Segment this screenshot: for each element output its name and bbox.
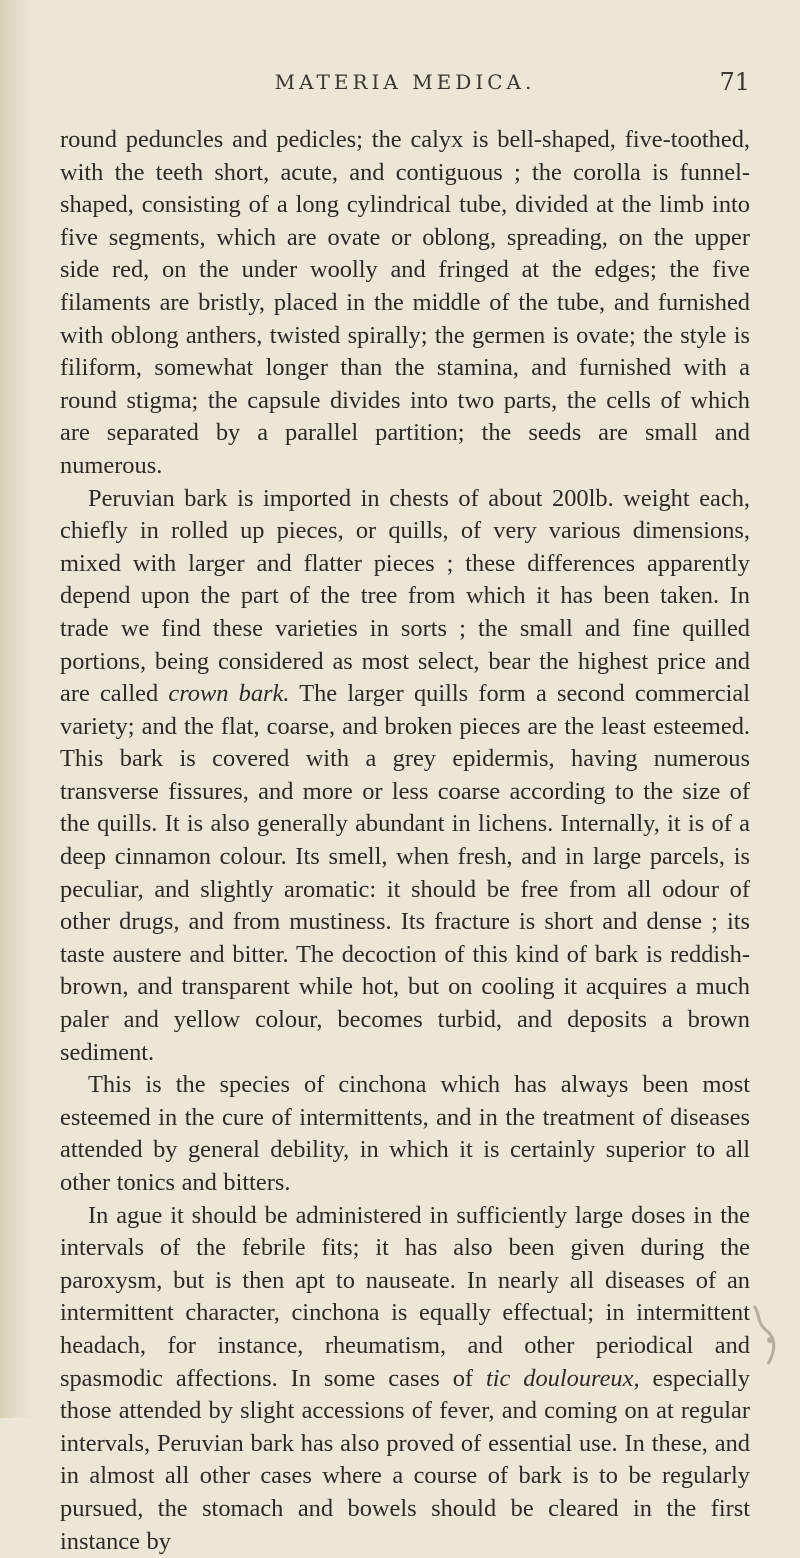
ink-smudge-decoration [746, 1300, 786, 1370]
paragraph-ague-treatment [60, 1200, 750, 1558]
paragraph-text: round peduncles and pedicles; the calyx is bell-shaped, five-toothed, with the teeth short, acute, and contiguous ; the corolla is funnel-shaped, consisting of a long cylindrical tube, divided at the limb into five segments, which are ovate or oblong, spreading, on the upper side red, on the under woolly and fringed at the edges; the five filaments are bristly, placed in the middle of the tube, and furnished with oblong anthers, twisted spirally; the germen is ovate; the style is filiform, somewhat longer than the stamina, and furnished with a round stigma; the capsule divides into two parts, the cells of which are separated by a parallel partition; the seeds are small and numerous. [60, 126, 750, 479]
paragraph-corolla-description [60, 124, 750, 483]
paragraph-text: This is the species of cinchona which has always been most esteemed in the cure of intermittents, and in the treatment of diseases attended by general debility, in which it is certainly superior to all other tonics and bitters. [60, 1071, 750, 1196]
italic-term-tic-douloureux: tic douloureux, [485, 1364, 640, 1392]
paragraph-text: The larger quills form a second commercial variety; and the flat, coarse, and broken pieces are the least esteemed. This bark is covered with a grey epidermis, having numerous transverse fissures, and more or less coarse according to the size of the quills. It is also generally abundant in lichens. Internally, it is of a deep cinnamon colour. Its smell, when fresh, and in large parcels, is peculiar, and slightly aromatic: it should be free from all odour of other drugs, and from mustiness. Its fracture is short and dense ; its taste austere and bitter. The decoction of this kind of bark is reddish-brown, and transparent while hot, but on cooling it acquires a much paler and yellow colour, becomes turbid, and deposits a brown sediment. [60, 680, 750, 1066]
page-number: 71 [719, 68, 750, 96]
paragraph-species-esteem [60, 1069, 750, 1199]
paragraph-peruvian-bark [60, 483, 750, 1070]
italic-term-crown-bark: crown bark. [168, 680, 290, 708]
paragraph-text: especially those attended by slight accessions of fever, and coming on at regular intervals, Peruvian bark has also proved of essential use. In these, and in almost all other cases where a course of bark is to be regularly pursued, the stomach and bowels should be cleared in the first instance by [60, 1364, 750, 1555]
paragraph-text: Peruvian bark is imported in chests of about 200lb. weight each, chiefly in rolled up pieces, or quills, of very various dimensions, mixed with larger and flatter pieces ; these differences apparently depend upon the part of the tree from which it has been taken. In trade we find these varieties in sorts ; the small and fine quilled portions, being considered as most select, bear the highest price and are called [60, 484, 750, 708]
running-header [60, 70, 750, 106]
book-page [60, 68, 750, 1555]
running-title: MATERIA MEDICA. [274, 70, 536, 94]
paragraph-text: In ague it should be administered in sufficiently large doses in the intervals of the febrile fits; it has also been given during the paroxysm, but is then apt to nauseate. In nearly all diseases of an intermittent character, cinchona is equally effectual; in intermittent headach, for instance, rheumatism, and other periodical and spasmodic affections. In some cases of [60, 1201, 750, 1392]
page-gutter-shadow [0, 0, 34, 1418]
